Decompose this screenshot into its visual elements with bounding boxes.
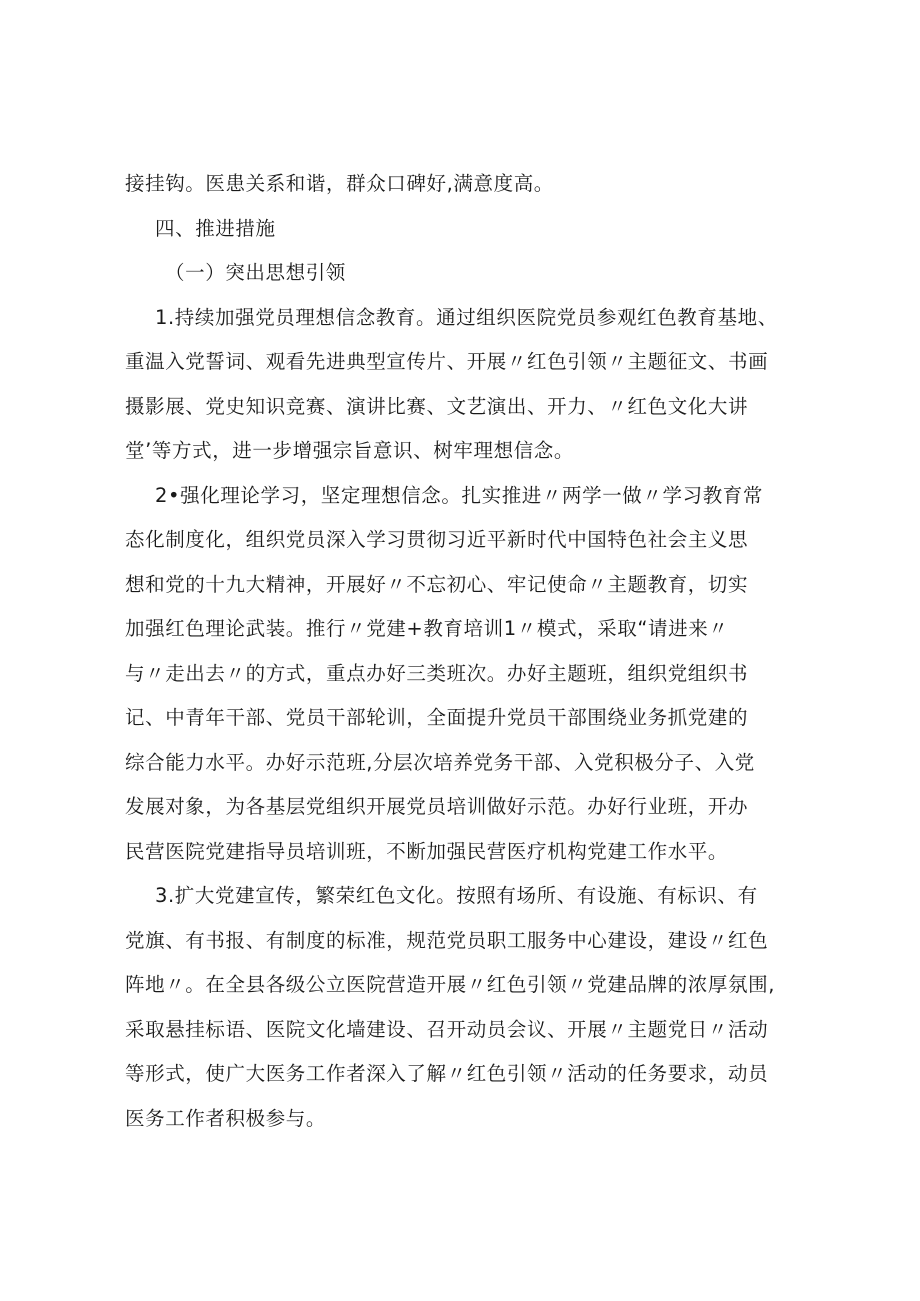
paragraph-line: 3.扩大党建宣传，繁荣红色文化。按照有场所、有设施、有标识、有 [155,884,758,907]
paragraph-line: 与〃走出去〃的方式，重点办好三类班次。办好主题班，组织党组织书 [125,662,749,685]
paragraph-line: 记、中青年干部、党员干部轮训，全面提升党员干部围绕业务抓党建的 [125,706,749,729]
paragraph-line: 2•强化理论学习，坚定理想信念。扎实推进〃两学一做〃学习教育常 [155,484,764,507]
paragraph-line: 接挂钩。医患关系和谐，群众口碑好,满意度高。 [125,172,554,195]
paragraph-line: 采取悬挂标语、医院文化墙建设、召开动员会议、开展〃主题党日〃活动 [125,1018,769,1041]
paragraph-line: 发展对象，为各基层党组织开展党员培训做好示范。办好行业班，开办 [125,795,749,818]
paragraph-line: 党旗、有书报、有制度的标准，规范党员职工服务中心建设，建设〃红色 [125,929,769,952]
paragraph-line: 阵地〃。在全县各级公立医院营造开展〃红色引领〃党建品牌的浓厚氛围, [125,973,775,996]
paragraph-line: 堂’等方式，进一步增强宗旨意识、树牢理想信念。 [125,439,574,462]
section-heading: 四、推进措施 [155,217,276,240]
paragraph-line: 1.持续加强党员理想信念教育。通过组织医院党员参观红色教育基地、 [155,306,778,329]
paragraph-line: 想和党的十九大精神，开展好〃不忘初心、牢记使命〃主题教育，切实 [125,573,749,596]
paragraph-line: 民营医院党建指导员培训班，不断加强民营医疗机构党建工作水平。 [125,840,729,863]
paragraph-line: 态化制度化，组织党员深入学习贯彻习近平新时代中国特色社会主义思 [125,528,749,551]
paragraph-line: 重温入党誓词、观看先进典型宣传片、开展〃红色引领〃主题征文、书画 [125,350,769,373]
paragraph-line: 加强红色理论武装。推行〃党建+教育培训1〃模式，采取“请进来〃 [125,617,729,640]
paragraph-line: 摄影展、党史知识竞赛、演讲比赛、文艺演出、开力、〃红色文化大讲 [125,395,749,418]
paragraph-line: 综合能力水平。办好示范班,分层次培养党务干部、入党积极分子、入党 [125,751,755,774]
subsection-heading: （一）突出思想引领 [165,261,346,284]
paragraph-line: 等形式，使广大医务工作者深入了解〃红色引领〃活动的任务要求，动员 [125,1062,769,1085]
paragraph-line: 医务工作者积极参与。 [125,1107,327,1130]
